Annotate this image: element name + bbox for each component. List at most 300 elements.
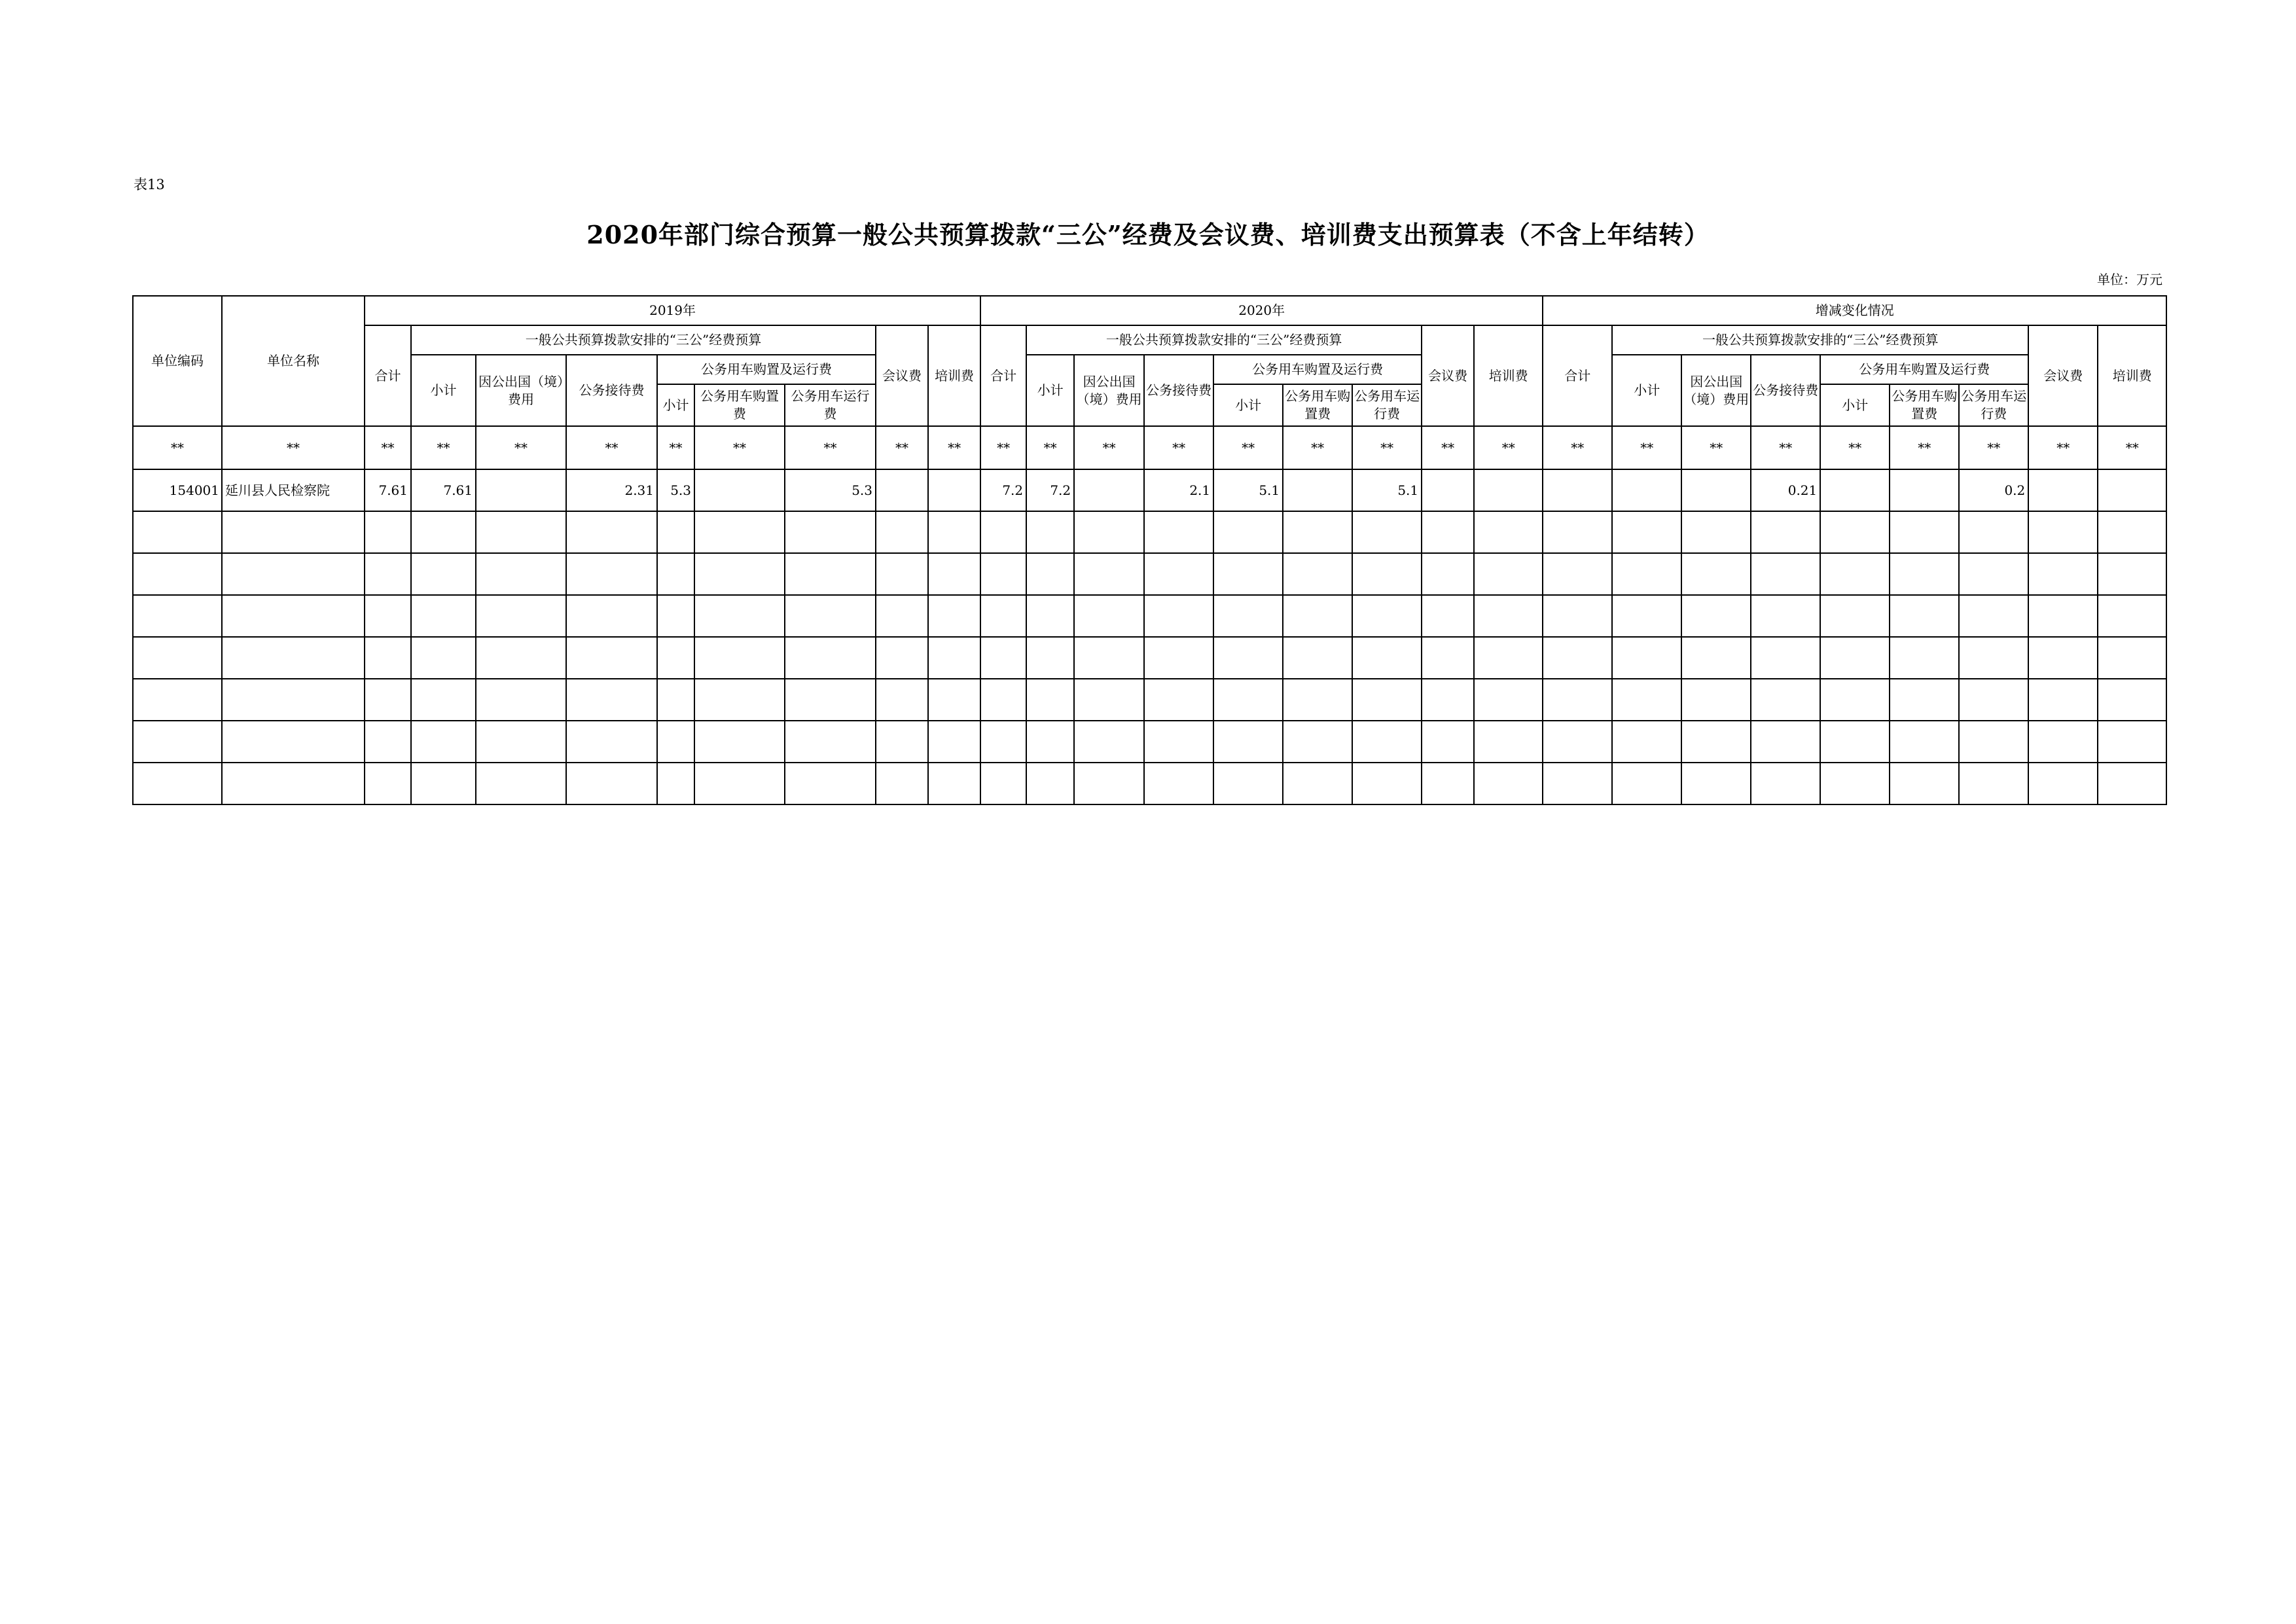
empty-cell — [476, 763, 566, 804]
empty-cell — [1144, 511, 1213, 553]
empty-cell — [785, 763, 876, 804]
empty-row — [133, 595, 2166, 637]
empty-cell — [1213, 511, 1283, 553]
empty-cell — [1820, 595, 1890, 637]
empty-cell — [1213, 637, 1283, 679]
header-2020-meeting: 会议费 — [1422, 325, 1474, 426]
empty-cell — [1074, 553, 1144, 595]
empty-cell — [1890, 763, 1959, 804]
empty-cell — [1283, 763, 1352, 804]
cell-2019-reception: 2.31 — [566, 469, 657, 511]
empty-cell — [1474, 679, 1543, 721]
cell-2019-vehicle-purchase — [694, 469, 785, 511]
empty-cell — [1959, 637, 2028, 679]
header-change-subtotal: 小计 — [1612, 355, 1681, 426]
empty-cell — [365, 637, 411, 679]
mark-cell: ** — [222, 426, 365, 469]
mark-cell: ** — [1959, 426, 2028, 469]
empty-cell — [1612, 595, 1681, 637]
empty-row — [133, 511, 2166, 553]
empty-cell — [1422, 679, 1474, 721]
empty-cell — [694, 679, 785, 721]
header-group-2020: 2020年 — [980, 296, 1543, 325]
empty-cell — [980, 595, 1026, 637]
header-2020-abroad: 因公出国（境）费用 — [1074, 355, 1144, 426]
empty-cell — [1213, 553, 1283, 595]
table-row — [133, 469, 2166, 511]
empty-cell — [1890, 553, 1959, 595]
mark-cell: ** — [928, 426, 980, 469]
header-change-vehicle-operation: 公务用车运行费 — [1959, 384, 2028, 426]
empty-cell — [133, 763, 222, 804]
empty-cell — [1681, 721, 1751, 763]
empty-cell — [1026, 511, 1074, 553]
empty-cell — [1422, 637, 1474, 679]
mark-cell: ** — [1543, 426, 1612, 469]
empty-cell — [1144, 763, 1213, 804]
mark-cell: ** — [1681, 426, 1751, 469]
empty-cell — [365, 595, 411, 637]
mark-cell: ** — [1074, 426, 1144, 469]
header-change-meeting: 会议费 — [2028, 325, 2098, 426]
empty-cell — [1352, 763, 1422, 804]
empty-cell — [980, 511, 1026, 553]
empty-cell — [1751, 637, 1820, 679]
empty-cell — [1352, 679, 1422, 721]
mark-cell: ** — [1144, 426, 1213, 469]
empty-cell — [1074, 763, 1144, 804]
empty-cell — [1213, 679, 1283, 721]
empty-cell — [2028, 553, 2098, 595]
empty-cell — [1474, 637, 1543, 679]
cell-2020-subtotal: 7.2 — [1026, 469, 1074, 511]
empty-cell — [133, 721, 222, 763]
empty-cell — [1074, 721, 1144, 763]
header-2019-training: 培训费 — [928, 325, 980, 426]
empty-cell — [1959, 763, 2028, 804]
empty-cell — [1543, 595, 1612, 637]
cell-2020-meeting — [1422, 469, 1474, 511]
empty-cell — [1612, 679, 1681, 721]
empty-cell — [476, 553, 566, 595]
cell-2020-training — [1474, 469, 1543, 511]
mark-cell: ** — [1352, 426, 1422, 469]
empty-cell — [1751, 511, 1820, 553]
empty-cell — [365, 721, 411, 763]
header-change-abroad: 因公出国（境）费用 — [1681, 355, 1751, 426]
header-2019-meeting: 会议费 — [876, 325, 928, 426]
empty-cell — [476, 595, 566, 637]
empty-cell — [1751, 679, 1820, 721]
header-change-total: 合计 — [1543, 325, 1612, 426]
cell-2019-total: 7.61 — [365, 469, 411, 511]
empty-cell — [566, 595, 657, 637]
empty-cell — [1890, 595, 1959, 637]
cell-2019-abroad — [476, 469, 566, 511]
empty-cell — [1612, 511, 1681, 553]
header-2019-subtotal: 小计 — [411, 355, 476, 426]
mark-cell: ** — [1213, 426, 1283, 469]
mark-cell: ** — [694, 426, 785, 469]
header-2020-subtotal: 小计 — [1026, 355, 1074, 426]
empty-cell — [2098, 637, 2166, 679]
empty-cell — [133, 595, 222, 637]
header-group-2019: 2019年 — [365, 296, 980, 325]
empty-cell — [1474, 553, 1543, 595]
header-2019-vehicle-purchase: 公务用车购置费 — [694, 384, 785, 426]
mark-cell: ** — [876, 426, 928, 469]
mark-cell: ** — [1026, 426, 1074, 469]
header-2019-abroad: 因公出国（境）费用 — [476, 355, 566, 426]
empty-cell — [876, 511, 928, 553]
page-title: 2020年部门综合预算一般公共预算拨款“三公”经费及会议费、培训费支出预算表（不含上年结转） — [586, 220, 1710, 249]
mark-cell: ** — [1890, 426, 1959, 469]
empty-cell — [2098, 679, 2166, 721]
empty-cell — [133, 553, 222, 595]
empty-cell — [694, 763, 785, 804]
empty-cell — [1959, 553, 2028, 595]
header-2019-sangong: 一般公共预算拨款安排的“三公”经费预算 — [411, 325, 876, 355]
empty-cell — [2028, 721, 2098, 763]
empty-cell — [1352, 637, 1422, 679]
empty-cell — [876, 595, 928, 637]
empty-cell — [1474, 511, 1543, 553]
empty-cell — [411, 553, 476, 595]
empty-cell — [566, 679, 657, 721]
cell-2020-vehicle-purchase — [1283, 469, 1352, 511]
header-2019-total: 合计 — [365, 325, 411, 426]
empty-cell — [1144, 679, 1213, 721]
table-number: 表13 — [134, 177, 165, 192]
empty-cell — [980, 637, 1026, 679]
empty-cell — [133, 637, 222, 679]
empty-cell — [1422, 721, 1474, 763]
empty-cell — [1681, 763, 1751, 804]
empty-cell — [566, 721, 657, 763]
empty-cell — [980, 721, 1026, 763]
empty-row — [133, 763, 2166, 804]
empty-cell — [1474, 721, 1543, 763]
empty-cell — [694, 721, 785, 763]
empty-cell — [1422, 511, 1474, 553]
empty-cell — [876, 637, 928, 679]
empty-cell — [1074, 637, 1144, 679]
empty-cell — [1144, 595, 1213, 637]
empty-cell — [1543, 553, 1612, 595]
empty-cell — [785, 679, 876, 721]
cell-unit-name: 延川县人民检察院 — [222, 469, 365, 511]
cell-change-vehicle-subtotal — [1820, 469, 1890, 511]
header-change-vehicle-purchase: 公务用车购置费 — [1890, 384, 1959, 426]
mark-cell: ** — [566, 426, 657, 469]
empty-cell — [1820, 763, 1890, 804]
mark-cell: ** — [2028, 426, 2098, 469]
header-2019-vehicle-operation: 公务用车运行费 — [785, 384, 876, 426]
empty-cell — [476, 511, 566, 553]
mark-cell: ** — [133, 426, 222, 469]
empty-cell — [1352, 595, 1422, 637]
empty-cell — [133, 679, 222, 721]
empty-cell — [928, 637, 980, 679]
cell-2019-vehicle-operation: 5.3 — [785, 469, 876, 511]
empty-cell — [876, 763, 928, 804]
empty-cell — [2028, 763, 2098, 804]
empty-cell — [928, 553, 980, 595]
empty-cell — [1543, 679, 1612, 721]
empty-cell — [1026, 763, 1074, 804]
empty-cell — [657, 595, 694, 637]
header-change-sangong: 一般公共预算拨款安排的“三公”经费预算 — [1612, 325, 2028, 355]
header-2020-reception: 公务接待费 — [1144, 355, 1213, 426]
empty-cell — [928, 595, 980, 637]
mark-cell: ** — [1283, 426, 1352, 469]
cell-2019-vehicle-subtotal: 5.3 — [657, 469, 694, 511]
empty-cell — [1474, 595, 1543, 637]
empty-cell — [694, 595, 785, 637]
marker-row — [133, 426, 2166, 469]
empty-cell — [222, 595, 365, 637]
empty-cell — [1612, 637, 1681, 679]
empty-cell — [222, 637, 365, 679]
empty-cell — [1959, 679, 2028, 721]
empty-cell — [1820, 553, 1890, 595]
empty-cell — [657, 553, 694, 595]
empty-cell — [928, 721, 980, 763]
empty-cell — [1026, 721, 1074, 763]
header-2020-vehicle-operation: 公务用车运行费 — [1352, 384, 1422, 426]
empty-cell — [222, 721, 365, 763]
empty-cell — [222, 511, 365, 553]
empty-cell — [785, 511, 876, 553]
empty-cell — [1681, 679, 1751, 721]
header-2019-reception: 公务接待费 — [566, 355, 657, 426]
empty-cell — [694, 637, 785, 679]
empty-cell — [1820, 511, 1890, 553]
empty-cell — [411, 511, 476, 553]
mark-cell: ** — [785, 426, 876, 469]
cell-change-training — [2098, 469, 2166, 511]
empty-cell — [1352, 511, 1422, 553]
empty-cell — [694, 553, 785, 595]
empty-cell — [1612, 553, 1681, 595]
mark-cell: ** — [476, 426, 566, 469]
header-row-3 — [133, 355, 2166, 384]
empty-cell — [1751, 595, 1820, 637]
header-group-change: 增减变化情况 — [1543, 296, 2166, 325]
header-2019-vehicle: 公务用车购置及运行费 — [657, 355, 876, 384]
empty-cell — [566, 763, 657, 804]
empty-cell — [785, 595, 876, 637]
empty-cell — [876, 553, 928, 595]
empty-cell — [1422, 553, 1474, 595]
empty-cell — [1283, 595, 1352, 637]
empty-cell — [411, 763, 476, 804]
empty-cell — [1026, 679, 1074, 721]
empty-row — [133, 679, 2166, 721]
cell-2020-vehicle-subtotal: 5.1 — [1213, 469, 1283, 511]
empty-cell — [785, 553, 876, 595]
empty-cell — [2098, 595, 2166, 637]
header-2020-total: 合计 — [980, 325, 1026, 426]
cell-2019-subtotal: 7.61 — [411, 469, 476, 511]
cell-change-total — [1543, 469, 1612, 511]
empty-cell — [1681, 595, 1751, 637]
empty-cell — [411, 679, 476, 721]
empty-cell — [980, 679, 1026, 721]
empty-cell — [1751, 763, 1820, 804]
empty-cell — [1612, 721, 1681, 763]
empty-cell — [365, 511, 411, 553]
cell-change-vehicle-purchase — [1890, 469, 1959, 511]
cell-change-meeting — [2028, 469, 2098, 511]
empty-cell — [2098, 721, 2166, 763]
empty-cell — [1213, 763, 1283, 804]
empty-cell — [1681, 553, 1751, 595]
empty-cell — [1422, 595, 1474, 637]
empty-cell — [1213, 595, 1283, 637]
cell-change-vehicle-operation: 0.2 — [1959, 469, 2028, 511]
empty-cell — [876, 721, 928, 763]
empty-cell — [1074, 679, 1144, 721]
header-2020-vehicle: 公务用车购置及运行费 — [1213, 355, 1422, 384]
header-row-2 — [133, 325, 2166, 355]
empty-cell — [1283, 553, 1352, 595]
empty-cell — [1890, 679, 1959, 721]
header-change-reception: 公务接待费 — [1751, 355, 1820, 426]
empty-cell — [1612, 763, 1681, 804]
empty-cell — [657, 763, 694, 804]
header-2020-vehicle-purchase: 公务用车购置费 — [1283, 384, 1352, 426]
empty-cell — [1213, 721, 1283, 763]
empty-cell — [365, 763, 411, 804]
empty-cell — [657, 511, 694, 553]
cell-unit-code: 154001 — [133, 469, 222, 511]
empty-cell — [2098, 553, 2166, 595]
empty-cell — [1074, 511, 1144, 553]
cell-2020-abroad — [1074, 469, 1144, 511]
empty-cell — [2028, 595, 2098, 637]
mark-cell: ** — [411, 426, 476, 469]
empty-cell — [1890, 637, 1959, 679]
header-row-1 — [133, 296, 2166, 325]
header-change-training: 培训费 — [2098, 325, 2166, 426]
empty-cell — [1751, 721, 1820, 763]
empty-row — [133, 637, 2166, 679]
empty-cell — [1820, 679, 1890, 721]
cell-change-subtotal — [1612, 469, 1681, 511]
empty-cell — [1959, 511, 2028, 553]
empty-cell — [411, 721, 476, 763]
header-2020-vehicle-subtotal: 小计 — [1213, 384, 1283, 426]
empty-cell — [1474, 763, 1543, 804]
empty-cell — [222, 679, 365, 721]
empty-cell — [1026, 553, 1074, 595]
empty-cell — [785, 637, 876, 679]
mark-cell: ** — [1612, 426, 1681, 469]
budget-table — [132, 295, 2167, 805]
empty-cell — [1074, 595, 1144, 637]
empty-cell — [980, 553, 1026, 595]
empty-cell — [1890, 511, 1959, 553]
empty-cell — [1681, 511, 1751, 553]
header-2020-sangong: 一般公共预算拨款安排的“三公”经费预算 — [1026, 325, 1422, 355]
empty-row — [133, 553, 2166, 595]
empty-cell — [1352, 721, 1422, 763]
cell-2019-meeting — [876, 469, 928, 511]
empty-cell — [476, 721, 566, 763]
empty-cell — [1026, 595, 1074, 637]
empty-cell — [1543, 763, 1612, 804]
empty-cell — [1681, 637, 1751, 679]
empty-cell — [1144, 721, 1213, 763]
cell-change-abroad — [1681, 469, 1751, 511]
empty-cell — [2098, 511, 2166, 553]
empty-cell — [1283, 637, 1352, 679]
cell-change-reception: 0.21 — [1751, 469, 1820, 511]
empty-cell — [928, 511, 980, 553]
header-2019-vehicle-subtotal: 小计 — [657, 384, 694, 426]
empty-cell — [876, 679, 928, 721]
empty-cell — [2028, 511, 2098, 553]
empty-cell — [2028, 679, 2098, 721]
empty-cell — [657, 679, 694, 721]
empty-cell — [411, 595, 476, 637]
cell-2020-reception: 2.1 — [1144, 469, 1213, 511]
empty-cell — [1959, 595, 2028, 637]
empty-cell — [476, 679, 566, 721]
empty-cell — [1543, 511, 1612, 553]
empty-cell — [1959, 721, 2028, 763]
empty-cell — [657, 637, 694, 679]
empty-cell — [785, 721, 876, 763]
empty-cell — [365, 679, 411, 721]
empty-cell — [1422, 763, 1474, 804]
mark-cell: ** — [1751, 426, 1820, 469]
mark-cell: ** — [1422, 426, 1474, 469]
empty-cell — [657, 721, 694, 763]
empty-cell — [1283, 511, 1352, 553]
empty-cell — [1144, 553, 1213, 595]
empty-cell — [1283, 679, 1352, 721]
empty-row — [133, 721, 2166, 763]
cell-2020-vehicle-operation: 5.1 — [1352, 469, 1422, 511]
header-change-vehicle-subtotal: 小计 — [1820, 384, 1890, 426]
empty-cell — [928, 763, 980, 804]
empty-cell — [222, 553, 365, 595]
empty-cell — [1543, 721, 1612, 763]
empty-cell — [1283, 721, 1352, 763]
empty-cell — [1820, 721, 1890, 763]
empty-cell — [1543, 637, 1612, 679]
mark-cell: ** — [980, 426, 1026, 469]
header-unit-code: 单位编码 — [133, 296, 222, 426]
mark-cell: ** — [365, 426, 411, 469]
empty-cell — [928, 679, 980, 721]
header-change-vehicle: 公务用车购置及运行费 — [1820, 355, 2028, 384]
empty-cell — [1751, 553, 1820, 595]
empty-cell — [133, 511, 222, 553]
empty-cell — [1144, 637, 1213, 679]
unit-label: 单位：万元 — [2097, 272, 2162, 287]
empty-cell — [566, 511, 657, 553]
mark-cell: ** — [1820, 426, 1890, 469]
empty-cell — [1026, 637, 1074, 679]
empty-cell — [1352, 553, 1422, 595]
mark-cell: ** — [2098, 426, 2166, 469]
empty-cell — [1890, 721, 1959, 763]
empty-cell — [222, 763, 365, 804]
empty-cell — [694, 511, 785, 553]
